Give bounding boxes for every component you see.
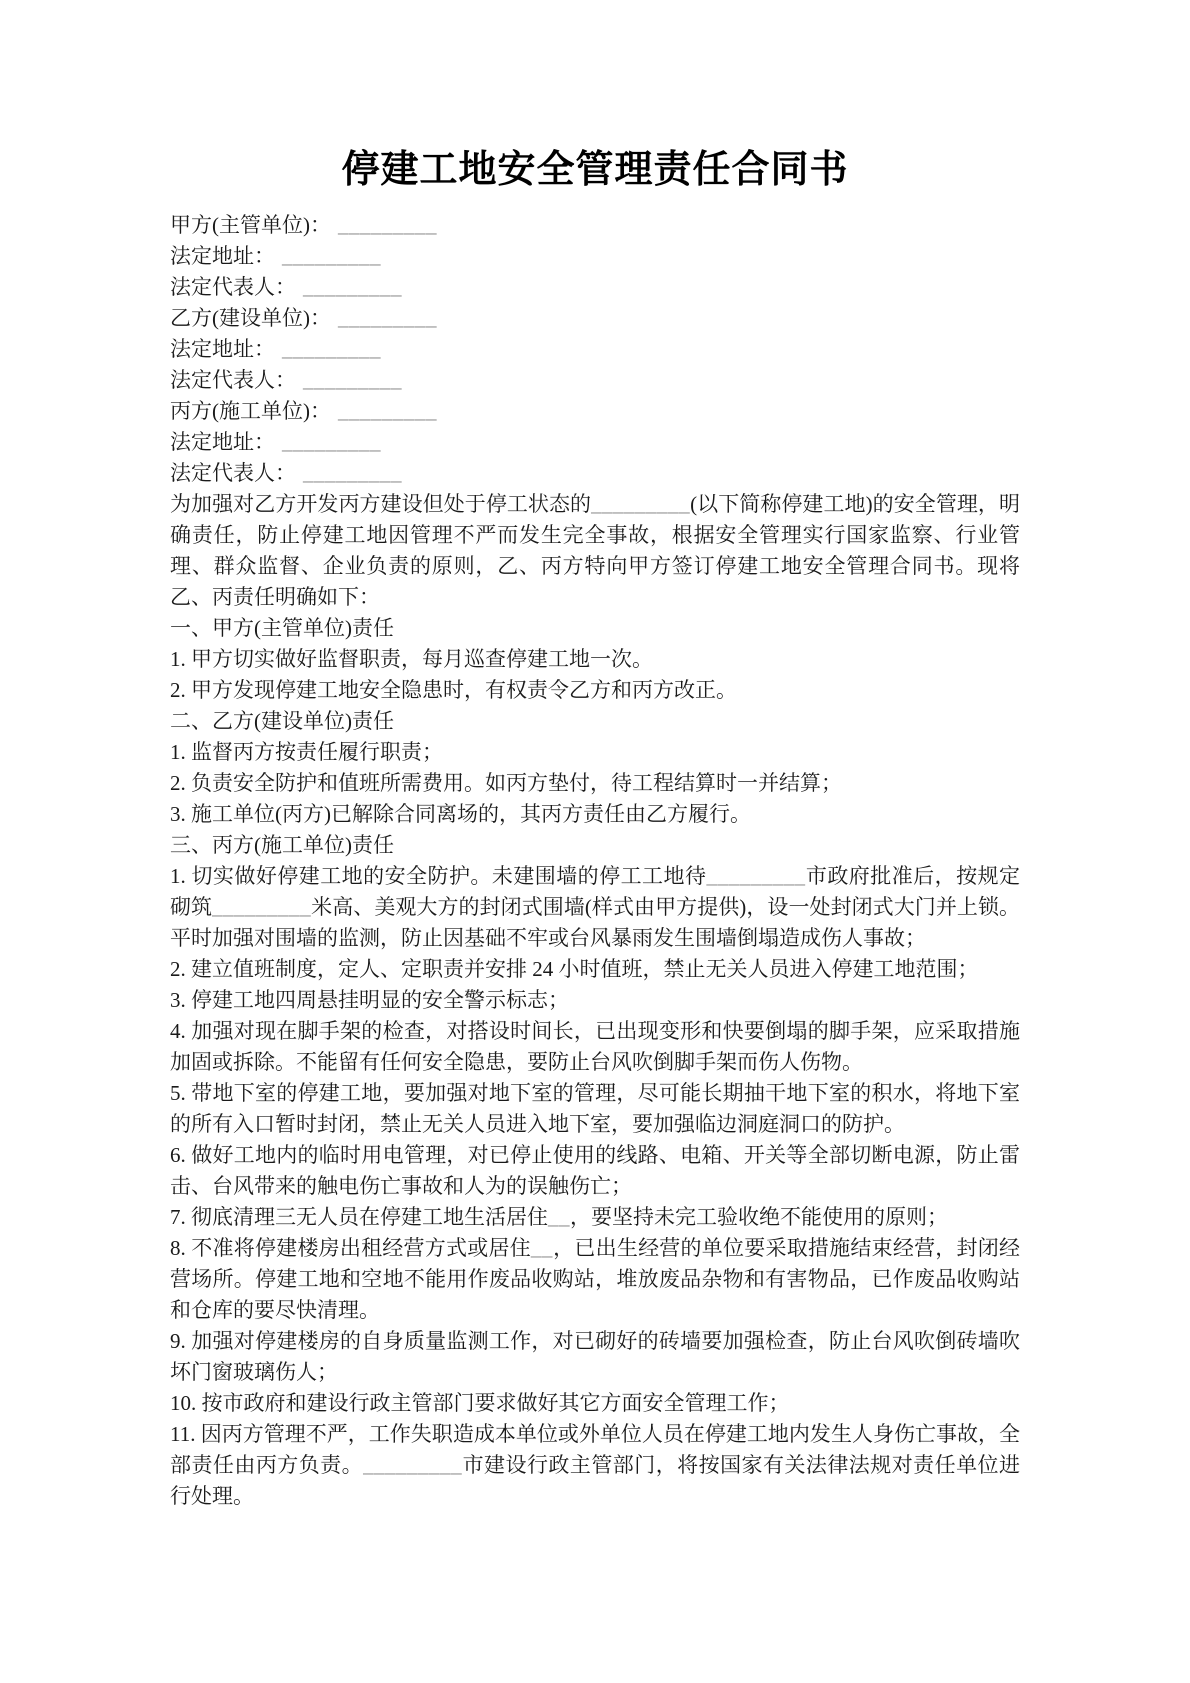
section2-item-3: 3. 施工单位(丙方)已解除合同离场的，其丙方责任由乙方履行。 <box>170 801 751 826</box>
party-line-bingfang <box>170 396 1020 427</box>
party-line-legal-address <box>170 427 1020 458</box>
party-line-legal-representative <box>170 458 1020 489</box>
clause-text: 11. 因丙方管理不严，工作失职造成本单位或外单位人员在停建工地内发生人身伤亡事故，全部责任由丙方负责。 <box>170 1421 1020 1477</box>
fill-in-blank: _________ <box>282 336 381 361</box>
party-label: 法定地址： <box>170 429 275 454</box>
party-line-legal-address <box>170 334 1020 365</box>
section1-item-2: 2. 甲方发现停建工地安全隐患时，有权责令乙方和丙方改正。 <box>170 677 737 702</box>
clause-text: 市建设行政主管部门，将按国家有关法律法规对责任单位进行处理。 <box>170 1452 1021 1508</box>
clause-text: ，要坚持未完工验收绝不能使用的原则； <box>570 1204 948 1229</box>
section3-item-7 <box>170 1202 1020 1233</box>
section1-item-1: 1. 甲方切实做好监督职责，每月巡查停建工地一次。 <box>170 646 653 671</box>
intro-paragraph <box>170 489 1020 613</box>
fill-in-blank: __ <box>548 1204 570 1229</box>
fill-in-blank: _________ <box>303 274 402 299</box>
party-line-legal-representative <box>170 365 1020 396</box>
clause-text: 米高、美观大方的封闭式围墙(样式由甲方提供)，设一处封闭式大门并上锁。平时加强对围墙的监测，防止因基础不牢或台风暴雨发生围墙倒塌造成伤人事故； <box>170 894 1020 950</box>
fill-in-blank: _________ <box>338 212 437 237</box>
section2-heading: 二、乙方(建设单位)责任 <box>170 708 394 733</box>
intro-text: (以下简称停建工地)的安全管理，明确责任，防止停建工地因管理不严而发生完全事故，根据安全管理实行国家监察、行业管理、群众监督、企业负责的原则，乙、丙方特向甲方签订停建工地安全管理合同书。现将乙、丙责任明确如下： <box>170 491 1020 609</box>
section3-item-9: 9. 加强对停建楼房的自身质量监测工作，对已砌好的砖墙要加强检查，防止台风吹倒砖墙吹坏门窗玻璃伤人； <box>170 1328 1020 1384</box>
section3-item-8 <box>170 1233 1020 1326</box>
document-title: 停建工地安全管理责任合同书 <box>341 149 849 191</box>
fill-in-blank: _________ <box>212 894 312 919</box>
section3-item-2: 2. 建立值班制度，定人、定职责并安排 24 小时值班，禁止无关人员进入停建工地范围； <box>170 956 979 981</box>
clause-text: 7. 彻底清理三无人员在停建工地生活居住 <box>170 1204 548 1229</box>
fill-in-blank: __ <box>530 1235 553 1260</box>
party-line-legal-address <box>170 241 1020 272</box>
party-label: 法定代表人： <box>170 460 296 485</box>
section1-heading: 一、甲方(主管单位)责任 <box>170 615 394 640</box>
party-label: 法定地址： <box>170 243 275 268</box>
party-label: 法定地址： <box>170 336 275 361</box>
section3-item-6: 6. 做好工地内的临时用电管理，对已停止使用的线路、电箱、开关等全部切断电源，防止雷击、台风带来的触电伤亡事故和人为的误触伤亡； <box>170 1142 1020 1198</box>
fill-in-blank: _________ <box>303 367 402 392</box>
party-line-yifang <box>170 303 1020 334</box>
section3-item-10: 10. 按市政府和建设行政主管部门要求做好其它方面安全管理工作； <box>170 1390 790 1415</box>
clause-text: ，已出生经营的单位要采取措施结束经营，封闭经营场所。停建工地和空地不能用作废品收购站，堆放废品杂物和有害物品，已作废品收购站和仓库的要尽快清理。 <box>170 1235 1020 1322</box>
clause-text: 市政府批准后，按规定砌筑 <box>170 863 1021 919</box>
clause-text: 8. 不准将停建楼房出租经营方式或居住 <box>170 1235 531 1260</box>
party-line-legal-representative <box>170 272 1020 303</box>
fill-in-blank: _________ <box>303 460 402 485</box>
party-label: 法定代表人： <box>170 274 296 299</box>
fill-in-blank: _________ <box>282 243 381 268</box>
fill-in-blank: _________ <box>363 1452 463 1477</box>
party-label: 乙方(建设单位)： <box>170 305 331 330</box>
party-label: 甲方(主管单位)： <box>170 212 331 237</box>
section3-heading: 三、丙方(施工单位)责任 <box>170 832 394 857</box>
party-label: 丙方(施工单位)： <box>170 398 331 423</box>
party-line-jiafang <box>170 210 1020 241</box>
section3-item-11 <box>170 1419 1020 1512</box>
party-info-block <box>170 210 1020 489</box>
section3-item-3: 3. 停建工地四周悬挂明显的安全警示标志； <box>170 987 569 1012</box>
fill-in-blank: _________ <box>338 305 437 330</box>
section3-item-4: 4. 加强对现在脚手架的检查，对搭设时间长，已出现变形和快要倒塌的脚手架，应采取措施加固或拆除。不能留有任何安全隐患，要防止台风吹倒脚手架而伤人伤物。 <box>170 1018 1020 1074</box>
party-label: 法定代表人： <box>170 367 296 392</box>
section3-item-1 <box>170 861 1020 954</box>
section3-item-5: 5. 带地下室的停建工地，要加强对地下室的管理，尽可能长期抽干地下室的积水，将地下室的所有入口暂时封闭，禁止无关人员进入地下室，要加强临边洞庭洞口的防护。 <box>170 1080 1020 1136</box>
fill-in-blank: _________ <box>591 491 691 516</box>
clause-text: 1. 切实做好停建工地的安全防护。未建围墙的停工工地待 <box>170 863 707 888</box>
fill-in-blank: _________ <box>338 398 437 423</box>
section2-item-1: 1. 监督丙方按责任履行职责； <box>170 739 443 764</box>
fill-in-blank: _________ <box>706 863 806 888</box>
intro-text: 为加强对乙方开发丙方建设但处于停工状态的 <box>170 491 592 516</box>
fill-in-blank: _________ <box>282 429 381 454</box>
section2-item-2: 2. 负责安全防护和值班所需费用。如丙方垫付，待工程结算时一并结算； <box>170 770 842 795</box>
